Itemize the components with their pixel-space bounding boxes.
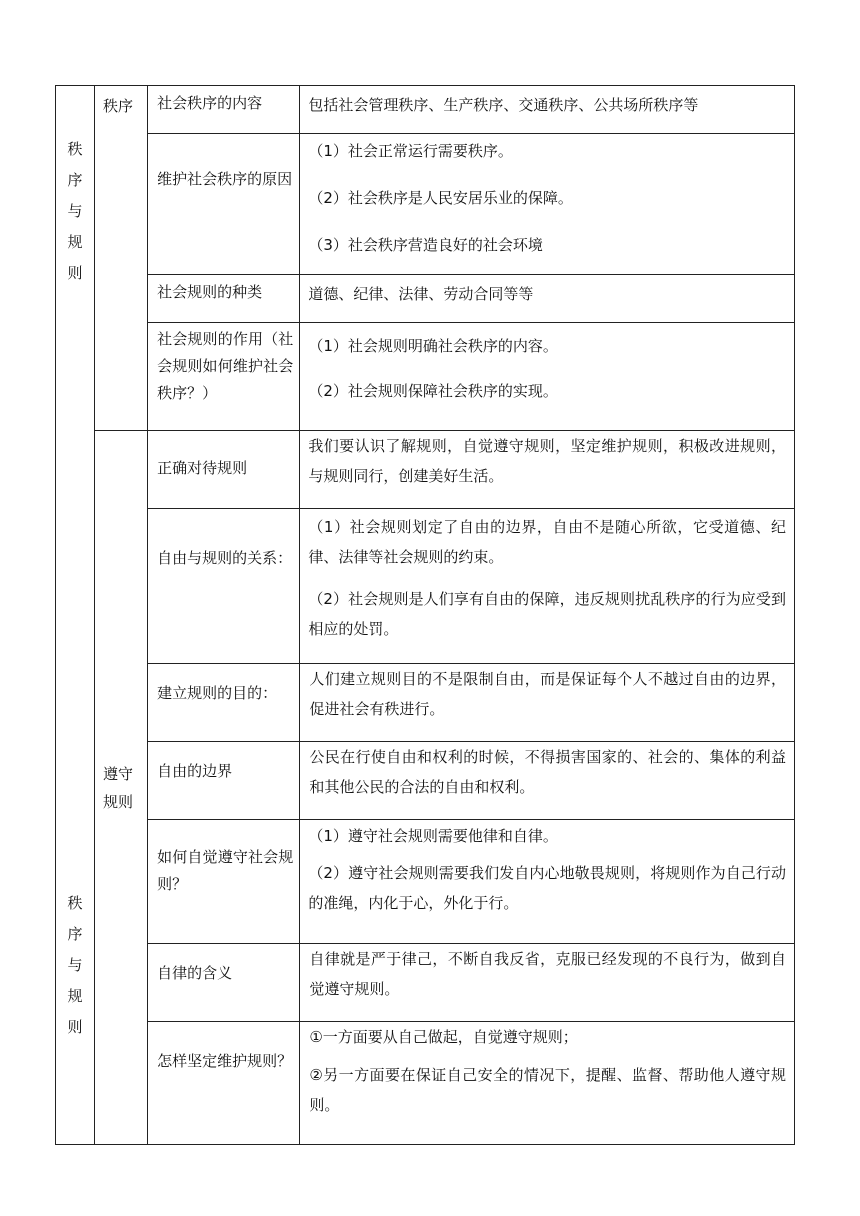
- topic-cell: [148, 86, 300, 134]
- section-rules-text: 遵守规则: [103, 764, 134, 811]
- topic-cell: [148, 820, 300, 944]
- topic-label: 正确对待规则: [157, 459, 248, 477]
- topic-cell: [148, 323, 300, 431]
- table-row: [56, 431, 795, 509]
- summary-table: [55, 85, 795, 1145]
- content-cell: [300, 86, 795, 134]
- content-block: [300, 509, 794, 644]
- table-row: [56, 134, 795, 275]
- left-title-cell: [56, 86, 95, 1145]
- topic-label: 自由的边界: [157, 762, 233, 780]
- content-text: （1）遵守社会规则需要他律和自律。: [308, 827, 558, 845]
- content-block: [300, 86, 794, 120]
- content-text: 道德、纪律、法律、劳动合同等等: [308, 285, 534, 303]
- content-text: （1）社会正常运行需要秩序。: [308, 142, 513, 160]
- section-cell-order: [95, 86, 148, 431]
- content-text: （2）遵守社会规则需要我们发自内心地敬畏规则，将规则作为自己行动的准绳，内化于心，外化于行。: [308, 864, 786, 912]
- topic-label: 建立规则的目的：: [157, 684, 278, 702]
- table-row: [56, 664, 795, 742]
- title-char: 则: [67, 264, 83, 282]
- topic-label: 如何自觉遵守社会规则？: [157, 848, 294, 893]
- title-char: 则: [67, 1018, 83, 1036]
- content-cell: [300, 431, 795, 509]
- topic-cell: [148, 275, 300, 323]
- left-title-bottom: [56, 289, 94, 1043]
- table-row: [56, 944, 795, 1022]
- topic-label: 社会规则的作用（社会规则如何维护社会秩序？）: [157, 330, 294, 402]
- topic-label: 社会规则的种类: [157, 283, 263, 301]
- topic-label: 维护社会秩序的原因: [157, 170, 293, 188]
- table-row: [56, 323, 795, 431]
- content-block: [300, 134, 794, 260]
- content-text: 人们建立规则目的不是限制自由，而是保证每个人不越过自由的边界，促进社会有秩进行。: [309, 670, 786, 718]
- topic-label: 怎样坚定维护规则？: [157, 1052, 293, 1070]
- table-row: [56, 1022, 795, 1145]
- content-cell: [300, 742, 795, 820]
- title-char: 规: [67, 987, 83, 1005]
- table-row: [56, 86, 795, 134]
- left-title-top: [56, 86, 94, 289]
- section-label-order: 秩序: [103, 97, 134, 115]
- title-char: 与: [67, 956, 83, 974]
- topic-cell: [148, 944, 300, 1022]
- title-char: 秩: [67, 894, 83, 912]
- content-text: （1）社会规则明确社会秩序的内容。: [308, 337, 558, 355]
- topic-cell: [148, 664, 300, 742]
- content-cell: [300, 820, 795, 944]
- content-block: [300, 431, 794, 491]
- content-block: [300, 820, 794, 918]
- table-row: [56, 820, 795, 944]
- section-label-rules: [95, 760, 143, 816]
- topic-label: 自由与规则的关系：: [157, 549, 293, 567]
- title-char: 规: [67, 233, 83, 251]
- topic-cell: [148, 431, 300, 509]
- content-text: （1）社会规则划定了自由的边界，自由不是随心所欲，它受道德、纪律、法律等社会规则的约束。: [308, 518, 786, 566]
- table-row: [56, 742, 795, 820]
- section-cell-rules: [95, 431, 148, 1145]
- content-block: [300, 275, 794, 309]
- content-block: [300, 1022, 794, 1120]
- content-text: 包括社会管理秩序、生产秩序、交通秩序、公共场所秩序等: [308, 96, 699, 114]
- content-block: [300, 323, 794, 406]
- topic-cell: [148, 742, 300, 820]
- title-char: 序: [67, 925, 83, 943]
- content-cell: [300, 275, 795, 323]
- content-cell: [300, 944, 795, 1022]
- topic-cell: [148, 509, 300, 664]
- content-cell: [300, 323, 795, 431]
- title-char: 与: [67, 202, 83, 220]
- content-text: （2）社会规则保障社会秩序的实现。: [308, 382, 558, 400]
- topic-label: 社会秩序的内容: [157, 94, 263, 112]
- title-char: 序: [67, 171, 83, 189]
- content-cell: [300, 509, 795, 664]
- content-text: （3）社会秩序营造良好的社会环境: [308, 236, 543, 254]
- title-char: 秩: [67, 140, 83, 158]
- content-text: 我们要认识了解规则，自觉遵守规则，坚定维护规则，积极改进规则，与规则同行，创建美好生活。: [308, 437, 786, 485]
- content-text: （2）社会秩序是人民安居乐业的保障。: [308, 189, 573, 207]
- content-text: 自律就是严于律己，不断自我反省，克服已经发现的不良行为，做到自觉遵守规则。: [309, 950, 786, 998]
- content-cell: [300, 664, 795, 742]
- topic-cell: [148, 1022, 300, 1145]
- content-cell: [300, 134, 795, 275]
- content-text: ②另一方面要在保证自己安全的情况下，提醒、监督、帮助他人遵守规则。: [309, 1066, 786, 1114]
- topic-cell: [148, 134, 300, 275]
- content-text: 公民在行使自由和权利的时候，不得损害国家的、社会的、集体的利益和其他公民的合法的自由和权利。: [309, 748, 786, 796]
- topic-label: 自律的含义: [157, 964, 233, 982]
- table-row: [56, 509, 795, 664]
- content-block: [300, 664, 794, 724]
- content-cell: [300, 1022, 795, 1145]
- content-block: [300, 944, 794, 1004]
- table-row: [56, 275, 795, 323]
- content-text: ①一方面要从自己做起，自觉遵守规则；: [309, 1028, 578, 1046]
- content-text: （2）社会规则是人们享有自由的保障，违反规则扰乱秩序的行为应受到相应的处罚。: [308, 590, 786, 638]
- content-block: [300, 742, 794, 802]
